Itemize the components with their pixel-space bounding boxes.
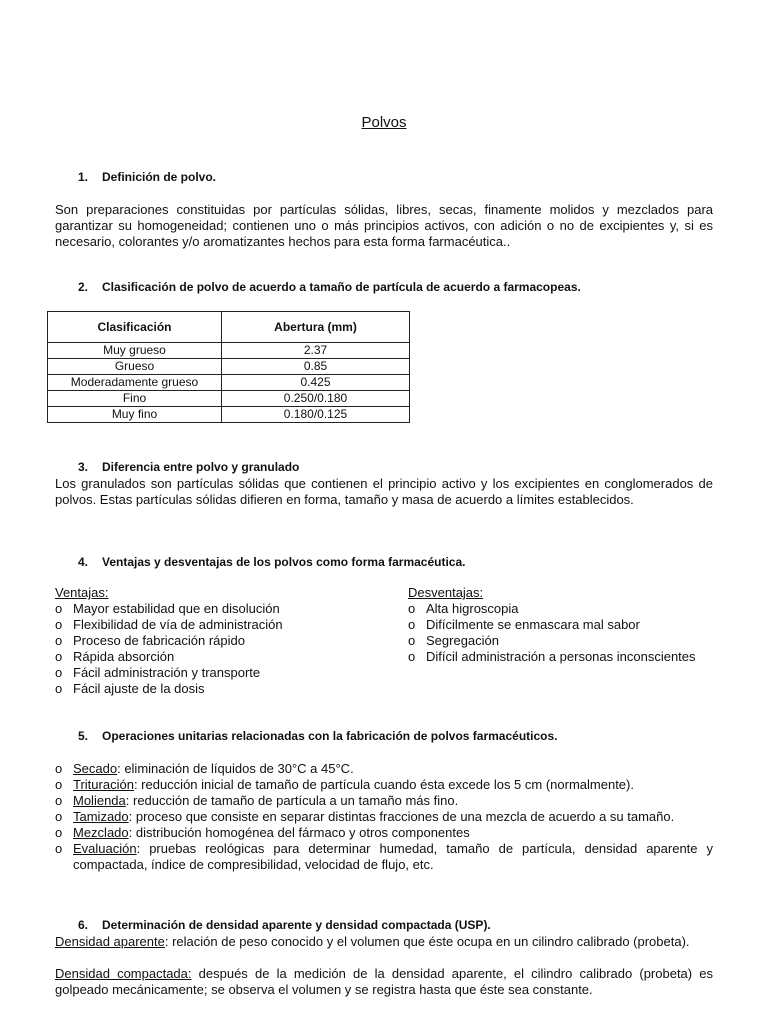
table-row <box>48 359 410 375</box>
table-cell: Fino <box>48 391 222 407</box>
page-title: Polvos <box>361 114 407 131</box>
term: Trituración <box>73 777 134 792</box>
ventajas-list <box>55 601 385 697</box>
section-6-heading <box>78 918 491 932</box>
table-cell: 0.180/0.125 <box>222 407 410 423</box>
bullet-icon: o <box>55 761 63 776</box>
bullet-icon: o <box>408 633 416 648</box>
table-cell: Muy grueso <box>48 343 222 359</box>
section-number: 1. <box>78 170 89 184</box>
table-cell: 2.37 <box>222 343 410 359</box>
list-item: o Difícil administración a personas inconscientes <box>408 649 696 664</box>
section-number: 3. <box>78 460 89 474</box>
ventajas-label: Ventajas: <box>55 585 109 600</box>
bullet-icon: o <box>55 841 63 856</box>
list-item: o Molienda: reducción de tamaño de partícula a un tamaño más fino. <box>55 793 459 808</box>
section-3-heading <box>78 460 299 474</box>
list-item: o Mezclado: distribución homogénea del fármaco y otros componentes <box>55 825 470 840</box>
bullet-icon: o <box>55 617 63 632</box>
table-cell: 0.85 <box>222 359 410 375</box>
bullet-icon: o <box>55 633 63 648</box>
section-number: 2. <box>78 280 89 294</box>
classification-table <box>47 311 410 423</box>
list-item: o Fácil administración y transporte <box>55 665 261 680</box>
term: Evaluación <box>73 841 137 856</box>
section-5-heading <box>78 729 558 743</box>
list-item: o Trituración: reducción inicial de tamaño de partícula cuando ésta excede los 5 cm (normalmente). <box>55 777 634 792</box>
table-cell: Moderadamente grueso <box>48 375 222 391</box>
bullet-icon: o <box>408 617 416 632</box>
bullet-icon: o <box>55 681 63 696</box>
table-row <box>48 407 410 423</box>
list-item: o Segregación <box>408 633 499 648</box>
table-cell: 0.250/0.180 <box>222 391 410 407</box>
list-item: o Tamizado: proceso que consiste en separar distintas fracciones de una mezcla de acuerdo a su tamaño. <box>55 809 675 824</box>
operations-list <box>55 761 713 873</box>
ventajas-column <box>55 585 385 697</box>
list-item: o Mayor estabilidad que en disolución <box>55 601 280 616</box>
bullet-icon: o <box>55 809 63 824</box>
section-2-heading <box>78 280 581 294</box>
column-header: Clasificación <box>48 312 222 343</box>
table-cell: Grueso <box>48 359 222 375</box>
section-number: 5. <box>78 729 89 743</box>
table-header-row <box>48 312 410 343</box>
bullet-icon: o <box>55 825 63 840</box>
bullet-icon: o <box>55 777 63 792</box>
list-item: o Proceso de fabricación rápido <box>55 633 245 648</box>
bullet-icon: o <box>55 601 63 616</box>
table-cell: Muy fino <box>48 407 222 423</box>
list-item: o Difícilmente se enmascara mal sabor <box>408 617 640 632</box>
section-1-text: Son preparaciones constituidas por partículas sólidas, libres, secas, finamente molidos y mezclados para garantizar su homogeneidad; contienen uno o más principios activos, con adición o no de excipientes y, si es necesario, colorantes y/o aromatizantes hechos para esta forma farmacéutica.. <box>55 202 713 249</box>
term: Molienda <box>73 793 126 808</box>
term: Tamizado <box>73 809 129 824</box>
list-item: o Secado: eliminación de líquidos de 30°C a 45°C. <box>55 761 354 776</box>
table-row <box>48 391 410 407</box>
table-cell: 0.425 <box>222 375 410 391</box>
term: Densidad compactada: <box>55 966 192 981</box>
list-item: o Rápida absorción <box>55 649 175 664</box>
section-title: Determinación de densidad aparente y densidad compactada (USP). <box>102 918 491 932</box>
list-item: o Flexibilidad de vía de administración <box>55 617 283 632</box>
list-item: o Evaluación: pruebas reológicas para determinar humedad, tamaño de partícula, densidad aparente y compactada, índice de compresibilidad, velocidad de flujo, etc. <box>55 841 713 872</box>
section-title: Definición de polvo. <box>102 170 217 184</box>
bullet-icon: o <box>55 665 63 680</box>
desventajas-column <box>408 585 713 665</box>
section-number: 6. <box>78 918 89 932</box>
densidad-compactada-text: Densidad compactada: después de la medición de la densidad aparente, el cilindro calibrado (probeta) es golpeado mecánicamente; se observa el volumen y se registra hasta que éste sea constante. <box>55 966 713 997</box>
section-title: Ventajas y desventajas de los polvos como forma farmacéutica. <box>102 555 466 569</box>
section-1-heading <box>78 170 216 184</box>
table-row <box>48 343 410 359</box>
bullet-icon: o <box>55 649 63 664</box>
table-row <box>48 375 410 391</box>
bullet-icon: o <box>55 793 63 808</box>
term: Densidad aparente <box>55 934 165 949</box>
list-item: o Alta higroscopia <box>408 601 519 616</box>
section-title: Diferencia entre polvo y granulado <box>102 460 300 474</box>
desventajas-label: Desventajas: <box>408 585 484 600</box>
section-number: 4. <box>78 555 89 569</box>
section-title: Operaciones unitarias relacionadas con la fabricación de polvos farmacéuticos. <box>102 729 558 743</box>
densidad-aparente-text: Densidad aparente: relación de peso conocido y el volumen que éste ocupa en un cilindro calibrado (probeta). <box>55 934 690 949</box>
bullet-icon: o <box>408 601 416 616</box>
term: Secado <box>73 761 118 776</box>
section-title: Clasificación de polvo de acuerdo a tamaño de partícula de acuerdo a farmacopeas. <box>102 280 581 294</box>
desventajas-list <box>408 601 713 665</box>
section-3-text: Los granulados son partículas sólidas que contienen el principio activo y los excipientes en conglomerados de polvos. Estas partículas sólidas difieren en forma, tamaño y masa de acuerdo a límites establecidos. <box>55 476 713 507</box>
term: Mezclado <box>73 825 129 840</box>
column-header: Abertura (mm) <box>222 312 410 343</box>
section-4-heading <box>78 555 465 569</box>
bullet-icon: o <box>408 649 416 664</box>
list-item: o Fácil ajuste de la dosis <box>55 681 205 696</box>
